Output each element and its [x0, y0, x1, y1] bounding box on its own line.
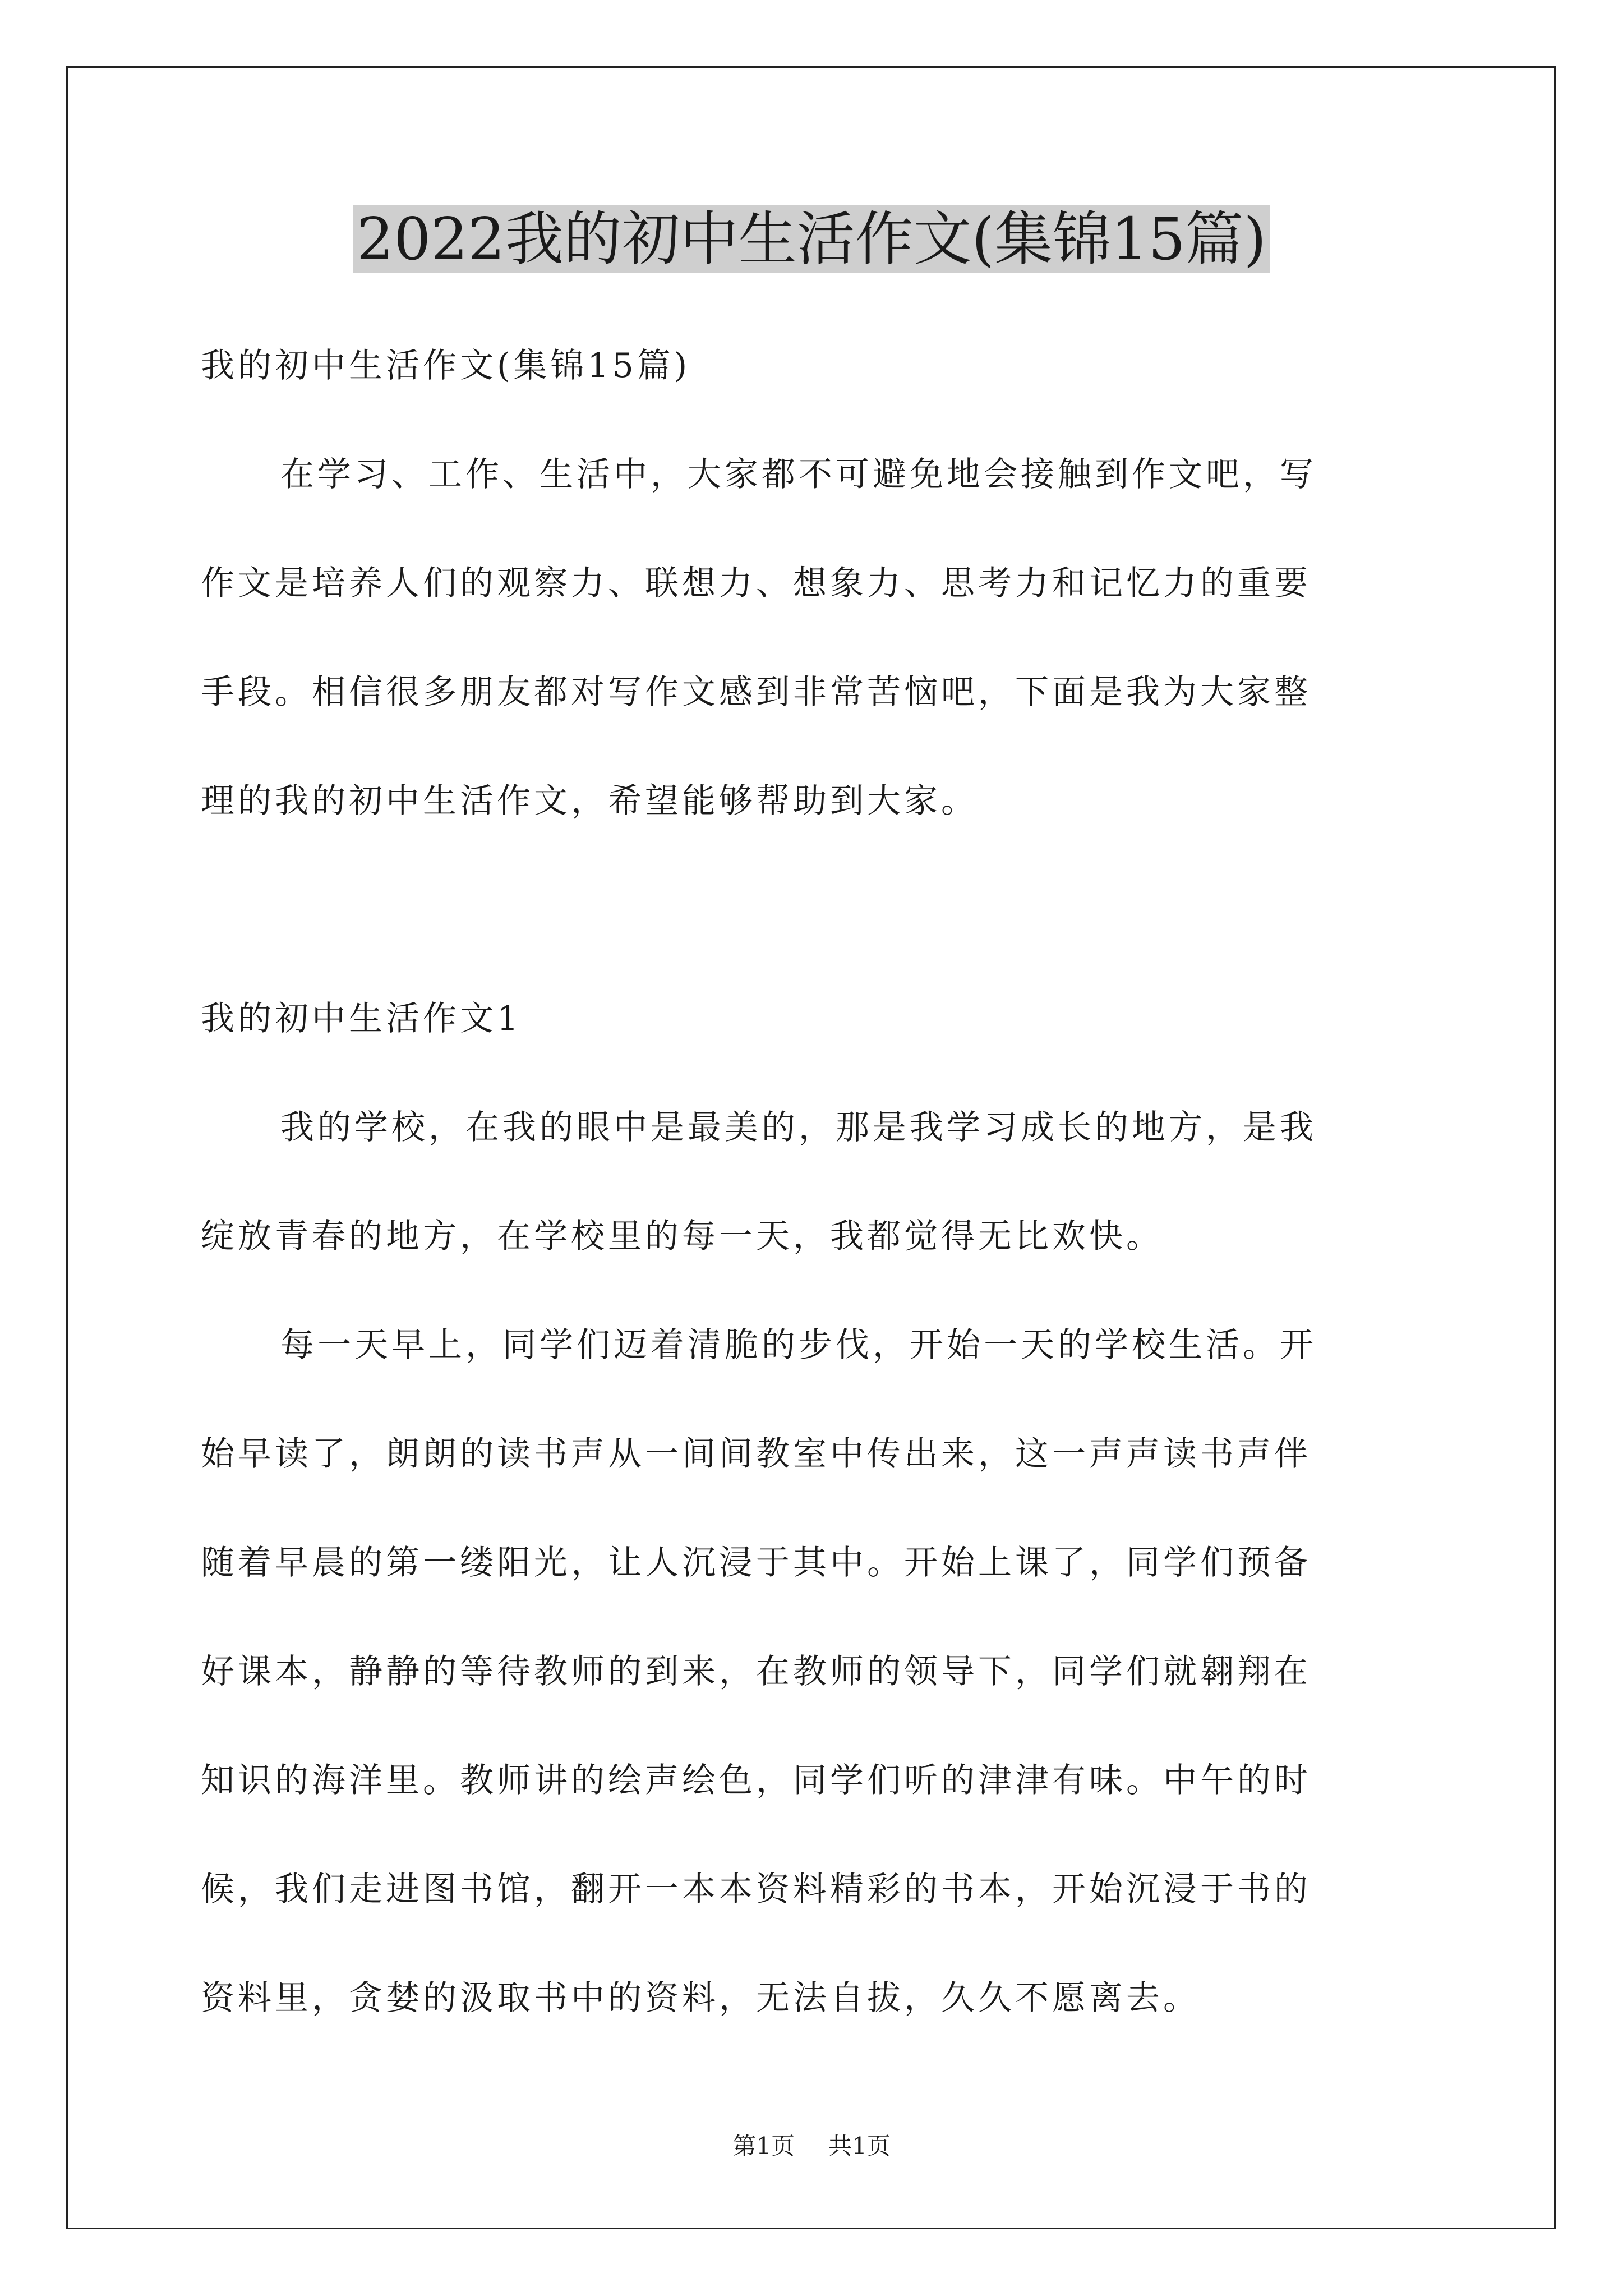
- paragraph-2-line-1: 每一天早上，同学们迈着清脆的步伐，开始一天的学校生活。开: [280, 1326, 1317, 1365]
- intro-paragraph-line-1: 在学习、工作、生活中，大家都不可避免地会接触到作文吧，写: [280, 455, 1317, 494]
- page-footer: [0, 2129, 1623, 2163]
- intro-paragraph-line-2: 作文是培养人们的观察力、联想力、想象力、思考力和记忆力的重要: [201, 564, 1311, 603]
- paragraph-2-line-3: 随着早晨的第一缕阳光，让人沉浸于其中。开始上课了，同学们预备: [201, 1543, 1311, 1582]
- page-number: 第1页: [732, 2132, 795, 2160]
- paragraph-1-line-1: 我的学校，在我的眼中是最美的，那是我学习成长的地方，是我: [280, 1108, 1317, 1147]
- intro-paragraph-line-3: 手段。相信很多朋友都对写作文感到非常苦恼吧，下面是我为大家整: [201, 673, 1311, 712]
- paragraph-2-line-2: 始早读了，朗朗的读书声从一间间教室中传出来，这一声声读书声伴: [201, 1434, 1311, 1474]
- paragraph-2-line-6: 候，我们走进图书馆，翻开一本本资料精彩的书本，开始沉浸于书的: [201, 1870, 1311, 1909]
- document-body: [201, 311, 1435, 2053]
- blank-line: [201, 855, 1435, 964]
- section-heading: 我的初中生活作文1: [201, 999, 522, 1038]
- intro-paragraph-line-4: 理的我的初中生活作文，希望能够帮助到大家。: [201, 781, 978, 821]
- document-title: [0, 200, 1623, 278]
- page-total: 共1页: [828, 2132, 891, 2160]
- paragraph-2-line-5: 知识的海洋里。教师讲的绘声绘色，同学们听的津津有味。中午的时: [201, 1761, 1311, 1800]
- paragraph-2-line-4: 好课本，静静的等待教师的到来，在教师的领导下，同学们就翱翔在: [201, 1652, 1311, 1691]
- paragraph-2-line-7: 资料里，贪婪的汲取书中的资料，无法自拔，久久不愿离去。: [201, 1978, 1200, 2018]
- document-title-text: 2022我的初中生活作文(集锦15篇): [353, 205, 1270, 273]
- paragraph-1-line-2: 绽放青春的地方，在学校里的每一天，我都觉得无比欢快。: [201, 1217, 1163, 1256]
- subtitle-line: 我的初中生活作文(集锦15篇): [201, 346, 691, 385]
